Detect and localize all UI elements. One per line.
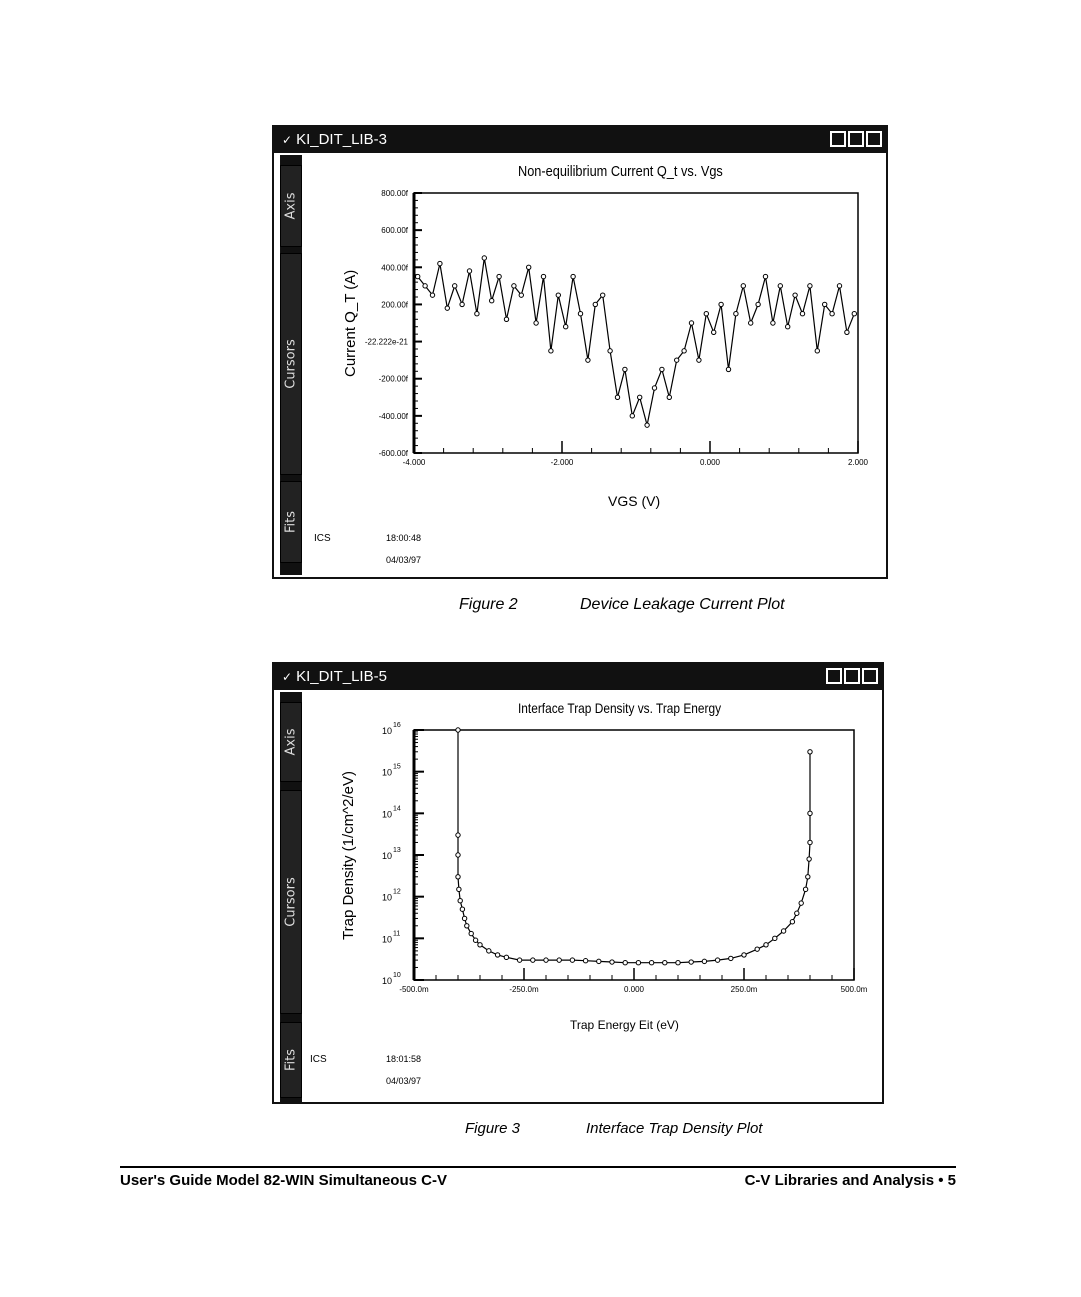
data-point xyxy=(519,293,523,297)
figure3-legend-label: ICS xyxy=(310,1054,327,1065)
data-point xyxy=(601,293,605,297)
tab-cursors[interactable]: Cursors xyxy=(280,253,302,475)
y-tick-exponent: 13 xyxy=(393,847,401,854)
data-point xyxy=(682,349,686,353)
data-point xyxy=(490,299,494,303)
data-point xyxy=(544,958,548,962)
data-point xyxy=(815,349,819,353)
data-point xyxy=(416,274,420,278)
y-tick-exponent: 14 xyxy=(393,805,401,813)
data-point xyxy=(830,312,834,316)
x-tick-label: -250.0m xyxy=(509,985,539,994)
y-tick-label: 10 xyxy=(381,976,392,986)
data-point xyxy=(702,959,706,963)
figure3-chart xyxy=(274,694,882,1044)
data-point xyxy=(715,958,719,962)
tab-fits[interactable]: Fits xyxy=(280,1022,302,1098)
data-point xyxy=(571,274,575,278)
figure2-chart-title: Non-equilibrium Current Q_t vs. Vgs xyxy=(518,163,723,180)
y-tick-exponent: 12 xyxy=(393,888,401,896)
data-point xyxy=(663,961,667,965)
data-point xyxy=(741,284,745,288)
data-point xyxy=(467,269,471,273)
data-point xyxy=(549,349,553,353)
data-point xyxy=(593,302,597,306)
data-point xyxy=(608,349,612,353)
x-tick-label: 250.0m xyxy=(730,985,758,994)
data-point xyxy=(465,924,469,928)
data-point xyxy=(773,936,777,940)
data-point xyxy=(623,367,627,371)
series-line xyxy=(418,258,855,425)
y-tick-exponent: 16 xyxy=(393,722,401,729)
data-point xyxy=(645,423,649,427)
data-point xyxy=(460,907,464,911)
y-tick-label: 200.00f xyxy=(381,300,408,310)
minimize-button[interactable] xyxy=(826,668,842,684)
data-point xyxy=(852,312,856,316)
figure2-caption-text: Device Leakage Current Plot xyxy=(580,596,785,613)
y-tick-label: -400.00f xyxy=(378,411,408,421)
data-point xyxy=(497,274,501,278)
data-point xyxy=(793,293,797,297)
window-menu-icon[interactable]: ✓ xyxy=(282,133,293,147)
data-point xyxy=(456,833,460,837)
data-point xyxy=(719,302,723,306)
data-point xyxy=(636,961,640,965)
data-point xyxy=(462,916,466,920)
y-tick-exponent: 15 xyxy=(393,763,401,771)
figure3-caption-text: Interface Trap Density Plot xyxy=(586,1120,763,1137)
data-point xyxy=(704,312,708,316)
data-point xyxy=(456,853,460,857)
data-point xyxy=(564,325,568,329)
data-point xyxy=(578,312,582,316)
y-tick-label: 10 xyxy=(381,809,392,820)
close-button[interactable] xyxy=(862,668,878,684)
x-tick-label: 0.000 xyxy=(699,458,721,467)
y-tick-label: -200.00f xyxy=(378,374,408,384)
x-tick-label: 0.000 xyxy=(623,985,645,994)
data-point xyxy=(475,312,479,316)
close-button[interactable] xyxy=(866,131,882,147)
y-tick-label: 600.00f xyxy=(381,226,408,236)
maximize-button[interactable] xyxy=(848,131,864,147)
data-point xyxy=(808,284,812,288)
data-point xyxy=(487,949,491,953)
figure2-window xyxy=(272,125,888,579)
x-tick-label: -4.000 xyxy=(402,458,426,467)
figure2-x-axis-label: VGS (V) xyxy=(608,493,661,509)
figure2-date: 04/03/97 xyxy=(386,555,422,565)
data-point xyxy=(557,958,561,962)
figure3-titlebar[interactable] xyxy=(274,664,882,690)
data-point xyxy=(458,899,462,903)
window-menu-icon[interactable]: ✓ xyxy=(282,670,293,684)
data-point xyxy=(556,293,560,297)
data-point xyxy=(445,306,449,310)
data-point xyxy=(534,321,538,325)
figure2-chart xyxy=(274,157,886,517)
figure3-chart-title: Interface Trap Density vs. Trap Energy xyxy=(518,700,722,716)
data-point xyxy=(649,961,653,965)
data-point xyxy=(597,959,601,963)
x-tick-label: 2.000 xyxy=(847,458,869,467)
data-point xyxy=(482,256,486,260)
x-tick-label: -500.0m xyxy=(399,985,429,994)
y-tick-label: 800.00f xyxy=(381,189,408,198)
data-point xyxy=(803,887,807,891)
data-point xyxy=(453,284,457,288)
data-point xyxy=(845,330,849,334)
data-point xyxy=(652,386,656,390)
data-point xyxy=(756,302,760,306)
data-point xyxy=(781,929,785,933)
data-point xyxy=(478,943,482,947)
data-point xyxy=(456,728,460,732)
data-point xyxy=(456,875,460,879)
figure3-date: 04/03/97 xyxy=(386,1076,422,1086)
y-tick-exponent: 10 xyxy=(393,972,401,979)
data-point xyxy=(438,261,442,265)
tab-fits[interactable]: Fits xyxy=(280,481,302,563)
data-point xyxy=(764,943,768,947)
data-point xyxy=(504,955,508,959)
x-tick-label: 500.0m xyxy=(840,985,868,994)
minimize-button[interactable] xyxy=(830,131,846,147)
data-point xyxy=(469,931,473,935)
y-tick-exponent: 11 xyxy=(393,930,401,938)
data-point xyxy=(742,953,746,957)
figure2-y-axis-label: Current Q_T (A) xyxy=(342,269,359,377)
data-point xyxy=(623,961,627,965)
data-point xyxy=(755,947,759,951)
window-controls xyxy=(826,668,878,684)
data-point xyxy=(799,901,803,905)
data-point xyxy=(495,953,499,957)
data-point xyxy=(806,875,810,879)
data-point xyxy=(771,321,775,325)
data-point xyxy=(638,395,642,399)
data-point xyxy=(531,958,535,962)
series-line xyxy=(458,730,810,963)
footer-right: C-V Libraries and Analysis • 5 xyxy=(744,1172,956,1189)
figure2-window-title: KI_DIT_LIB-3 xyxy=(296,131,387,148)
data-point xyxy=(541,274,545,278)
figure3-window-title: KI_DIT_LIB-5 xyxy=(296,668,387,685)
data-point xyxy=(457,887,461,891)
plot-frame xyxy=(414,193,858,453)
data-point xyxy=(586,358,590,362)
y-tick-label: -22.222e-21 xyxy=(364,337,408,347)
data-point xyxy=(808,750,812,754)
figure3-window xyxy=(272,662,884,1104)
data-point xyxy=(808,840,812,844)
data-point xyxy=(778,284,782,288)
x-tick-label: -2.000 xyxy=(550,458,574,467)
data-point xyxy=(712,330,716,334)
y-tick-label: 400.00f xyxy=(381,263,408,273)
figure2-titlebar[interactable] xyxy=(274,127,886,153)
y-tick-label: 10 xyxy=(381,726,392,736)
tab-cursors[interactable]: Cursors xyxy=(280,790,302,1014)
data-point xyxy=(800,312,804,316)
data-point xyxy=(734,312,738,316)
data-point xyxy=(615,395,619,399)
data-point xyxy=(689,960,693,964)
data-point xyxy=(504,317,508,321)
figure3-y-axis-label: Trap Density (1/cm^2/eV) xyxy=(340,770,357,940)
figure2-caption-number: Figure 2 xyxy=(459,596,518,613)
figure3-x-axis-label: Trap Energy Eit (eV) xyxy=(570,1018,679,1032)
data-point xyxy=(460,302,464,306)
data-point xyxy=(790,920,794,924)
figure3-time: 18:01:58 xyxy=(386,1054,422,1064)
data-point xyxy=(660,367,664,371)
data-point xyxy=(807,857,811,861)
y-tick-label: 10 xyxy=(381,767,392,778)
data-point xyxy=(583,959,587,963)
data-point xyxy=(675,358,679,362)
data-point xyxy=(610,960,614,964)
data-point xyxy=(837,284,841,288)
window-controls xyxy=(830,131,882,147)
data-point xyxy=(667,395,671,399)
y-tick-label: 10 xyxy=(381,851,392,861)
data-point xyxy=(517,958,521,962)
data-point xyxy=(527,265,531,269)
data-point xyxy=(763,274,767,278)
data-point xyxy=(473,938,477,942)
data-point xyxy=(729,956,733,960)
y-tick-label: 10 xyxy=(381,934,392,945)
data-point xyxy=(430,293,434,297)
tab-axis[interactable]: Axis xyxy=(280,165,302,247)
footer-left: User's Guide Model 82-WIN Simultaneous C-V xyxy=(120,1172,447,1189)
data-point xyxy=(570,958,574,962)
data-point xyxy=(749,321,753,325)
data-point xyxy=(823,302,827,306)
y-tick-label: 10 xyxy=(381,892,392,903)
figure2-time: 18:00:48 xyxy=(386,533,422,543)
data-point xyxy=(676,961,680,965)
maximize-button[interactable] xyxy=(844,668,860,684)
data-point xyxy=(689,321,693,325)
data-point xyxy=(512,284,516,288)
page-footer xyxy=(120,1166,956,1189)
data-point xyxy=(808,811,812,815)
figure2-legend-label: ICS xyxy=(314,533,331,544)
data-point xyxy=(786,325,790,329)
data-point xyxy=(697,358,701,362)
data-point xyxy=(795,911,799,915)
tab-axis[interactable]: Axis xyxy=(280,702,302,782)
data-point xyxy=(726,367,730,371)
y-tick-label: -600.00f xyxy=(378,449,408,458)
data-point xyxy=(423,284,427,288)
figure3-caption-number: Figure 3 xyxy=(465,1120,521,1137)
data-point xyxy=(630,414,634,418)
